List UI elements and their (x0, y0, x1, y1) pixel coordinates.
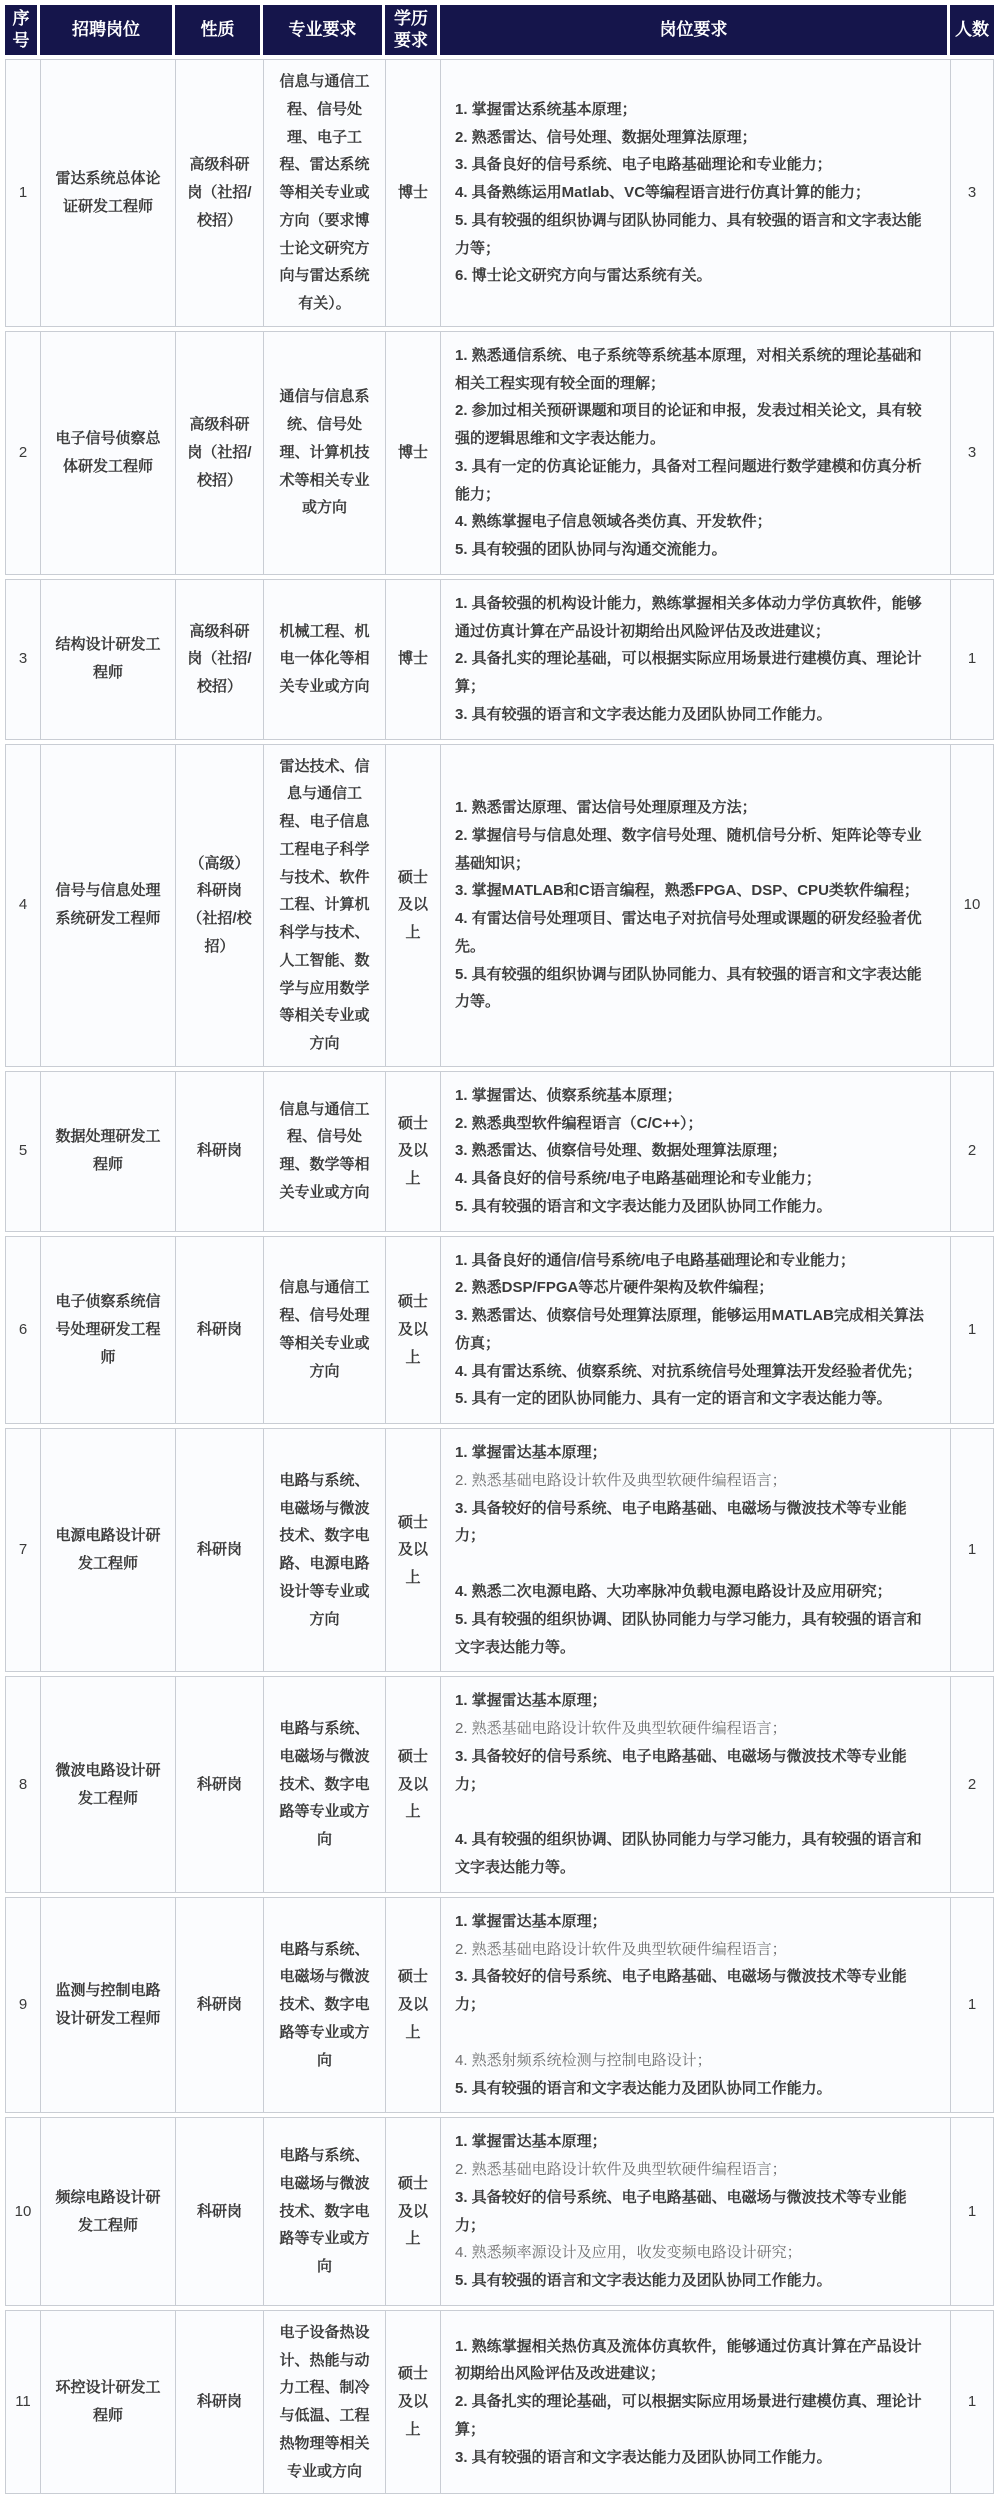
cell-no: 11 (6, 2311, 41, 2494)
cell-degree: 博士 (386, 580, 441, 739)
requirement-item: 2. 熟悉雷达、信号处理、数据处理算法原理； (455, 128, 757, 146)
cell-requirements (441, 1677, 951, 1892)
cell-major: 雷达技术、信息与通信工程、电子信息工程电子科学与技术、软件工程、计算机科学与技术、人工智能、数学与应用数学等相关专业或方向 (264, 745, 386, 1066)
cell-major: 电路与系统、电磁场与微波技术、数字电路、电源电路设计等专业或方向 (264, 1429, 386, 1671)
cell-requirements (441, 1237, 951, 1424)
requirement-item: 6. 博士论文研究方向与雷达系统有关。 (455, 267, 712, 285)
cell-no: 4 (6, 745, 41, 1066)
requirement-item: 4. 熟练掌握电子信息领域各类仿真、开发软件； (455, 513, 772, 531)
cell-position: 电子信号侦察总体研发工程师 (41, 332, 176, 574)
requirement-item: 1. 具备良好的通信/信号系统/电子电路基础理论和专业能力； (455, 1251, 856, 1269)
cell-requirements (441, 1072, 951, 1231)
cell-nature: 高级科研岗（社招/校招） (176, 580, 264, 739)
cell-major: 机械工程、机电一体化等相关专业或方向 (264, 580, 386, 739)
requirement-item: 1. 熟悉雷达原理、雷达信号处理原理及方法； (455, 799, 757, 817)
cell-position: 频综电路设计研发工程师 (41, 2118, 176, 2305)
requirement-item: 3. 具有较强的语言和文字表达能力及团队协同工作能力。 (455, 705, 832, 723)
cell-count: 1 (967, 1996, 977, 2014)
header-cell-major: 专业要求 (263, 5, 385, 55)
cell-degree: 硕士及以上 (386, 2311, 441, 2494)
cell-major: 通信与信息系统、信号处理、计算机技术等相关专业或方向 (264, 332, 386, 574)
cell-count: 2 (967, 1775, 977, 1793)
cell-position: 电源电路设计研发工程师 (41, 1429, 176, 1671)
requirement-item: 5. 具有较强的组织协调与团队协同能力、具有较强的语言和文字表达能力等。 (455, 965, 922, 1011)
table-body (5, 59, 994, 2494)
requirement-item: 3. 熟悉雷达、侦察信号处理、数据处理算法原理； (455, 1142, 787, 1160)
cell-count: 1 (967, 1541, 977, 1559)
requirement-item: 1. 熟悉通信系统、电子系统等系统基本原理，对相关系统的理论基础和相关工程实现有较全面的理解； (455, 346, 922, 392)
requirement-item: 2. 熟悉基础电路设计软件及典型软硬件编程语言； (455, 1940, 787, 1958)
cell-major: 信息与通信工程、信号处理、数学等相关专业或方向 (264, 1072, 386, 1231)
cell-no: 1 (6, 60, 41, 326)
table-header-row (5, 5, 994, 55)
cell-major: 电路与系统、电磁场与微波技术、数字电路等专业或方向 (264, 2118, 386, 2305)
cell-count: 2 (967, 1142, 977, 1160)
requirement-item: 3. 具有一定的仿真论证能力，具备对工程问题进行数学建模和仿真分析能力； (455, 457, 922, 503)
cell-nature: 科研岗 (176, 1072, 264, 1231)
requirement-item: 4. 熟悉频率源设计及应用，收发变频电路设计研究； (455, 2244, 802, 2262)
requirement-item: 2. 具备扎实的理论基础，可以根据实际应用场景进行建模仿真、理论计算； (455, 650, 922, 695)
cell-count: 3 (967, 184, 977, 201)
requirement-item: 1. 掌握雷达、侦察系统基本原理； (455, 1086, 682, 1104)
cell-position: 数据处理研发工程师 (41, 1072, 176, 1231)
cell-no: 6 (6, 1237, 41, 1424)
cell-degree: 硕士及以上 (386, 1677, 441, 1892)
cell-no: 7 (6, 1429, 41, 1671)
requirement-item: 2. 熟悉基础电路设计软件及典型软硬件编程语言； (455, 1471, 787, 1489)
requirement-item: 4. 熟悉二次电源电路、大功率脉冲负载电源电路设计及应用研究； (455, 1583, 892, 1600)
cell-position: 信号与信息处理系统研发工程师 (41, 745, 176, 1066)
requirement-item: 5. 具有较强的语言和文字表达能力及团队协同工作能力。 (455, 2079, 832, 2097)
cell-degree: 博士 (386, 60, 441, 326)
cell-degree: 硕士及以上 (386, 1429, 441, 1671)
requirement-item: 4. 具有较强的组织协调、团队协同能力与学习能力，具有较强的语言和文字表达能力等。 (455, 1831, 922, 1876)
cell-position: 监测与控制电路设计研发工程师 (41, 1898, 176, 2113)
cell-requirements (441, 1898, 951, 2113)
cell-nature: 科研岗 (176, 2311, 264, 2494)
cell-count: 1 (967, 2393, 977, 2411)
requirement-item: 5. 具有一定的团队协同能力、具有一定的语言和文字表达能力等。 (455, 1390, 892, 1408)
table-row (5, 1897, 994, 2114)
cell-requirements (441, 1429, 951, 1671)
cell-nature: 科研岗 (176, 1677, 264, 1892)
cell-nature: 科研岗 (176, 1429, 264, 1671)
requirement-item: 2. 掌握信号与信息处理、数字信号处理、随机信号分析、矩阵论等专业基础知识； (455, 826, 922, 872)
cell-count: 1 (967, 2202, 977, 2220)
cell-no: 10 (6, 2118, 41, 2305)
requirement-item: 1. 掌握雷达系统基本原理； (455, 100, 637, 118)
cell-position: 微波电路设计研发工程师 (41, 1677, 176, 1892)
requirement-item: 5. 具有较强的组织协调与团队协同能力、具有较强的语言和文字表达能力等； (455, 211, 922, 257)
cell-nature: 科研岗 (176, 2118, 264, 2305)
requirement-item: 5. 具有较强的语言和文字表达能力及团队协同工作能力。 (455, 2272, 832, 2289)
requirement-item: 3. 掌握MATLAB和C语言编程，熟悉FPGA、DSP、CPU类软件编程； (455, 882, 919, 900)
table-row (5, 59, 994, 327)
requirement-item: 5. 具有较强的组织协调、团队协同能力与学习能力，具有较强的语言和文字表达能力等。 (455, 1610, 922, 1656)
cell-degree: 硕士及以上 (386, 2118, 441, 2305)
requirement-item: 1. 熟练掌握相关热仿真及流体仿真软件，能够通过仿真计算在产品设计初期给出风险评估及改进建议； (455, 2337, 922, 2383)
cell-count: 1 (967, 650, 977, 668)
table-row (5, 1428, 994, 1672)
cell-requirements (441, 2118, 951, 2305)
cell-nature: （高级）科研岗（社招/校招） (176, 745, 264, 1066)
cell-requirements (441, 332, 951, 574)
cell-requirements (441, 745, 951, 1066)
header-cell-nature: 性质 (175, 5, 263, 55)
cell-requirements (441, 2311, 951, 2494)
cell-major: 电子设备热设计、热能与动力工程、制冷与低温、工程热物理等相关专业或方向 (264, 2311, 386, 2494)
requirement-item: 3. 具有较强的语言和文字表达能力及团队协同工作能力。 (455, 2448, 832, 2466)
header-cell-requirements: 岗位要求 (440, 5, 950, 55)
requirement-item: 3. 熟悉雷达、侦察信号处理算法原理，能够运用MATLAB完成相关算法仿真； (455, 1307, 924, 1352)
header-cell-no: 序号 (5, 5, 40, 55)
cell-count: 3 (967, 443, 977, 461)
cell-degree: 硕士及以上 (386, 745, 441, 1066)
table-row (5, 744, 994, 1067)
table-row (5, 331, 994, 575)
table-row (5, 1676, 994, 1893)
requirement-item: 5. 具有较强的语言和文字表达能力及团队协同工作能力。 (455, 1197, 832, 1215)
cell-degree: 博士 (386, 332, 441, 574)
cell-requirements (441, 60, 951, 326)
requirement-item: 1. 掌握雷达基本原理； (455, 1692, 607, 1710)
requirement-item: 3. 具备良好的信号系统、电子电路基础理论和专业能力； (455, 156, 832, 174)
table-row (5, 579, 994, 740)
cell-degree: 硕士及以上 (386, 1072, 441, 1231)
requirement-item: 3. 具备较好的信号系统、电子电路基础、电磁场与微波技术等专业能力； (455, 2188, 907, 2234)
table-row (5, 1236, 994, 1425)
requirement-item: 2. 参加过相关预研课题和项目的论证和申报，发表过相关论文，具有较强的逻辑思维和文字表达能力。 (455, 402, 922, 447)
cell-no: 9 (6, 1898, 41, 2113)
cell-count: 1 (967, 1320, 977, 1338)
table-row (5, 2117, 994, 2306)
requirement-item: 1. 具备较强的机构设计能力，熟练掌握相关多体动力学仿真软件，能够通过仿真计算在产品设计初期给出风险评估及改进建议； (455, 594, 922, 640)
cell-nature: 高级科研岗（社招/校招） (176, 332, 264, 574)
requirement-item: 4. 有雷达信号处理项目、雷达电子对抗信号处理或课题的研发经验者优先。 (455, 910, 922, 955)
cell-major: 电路与系统、电磁场与微波技术、数字电路等专业或方向 (264, 1677, 386, 1892)
requirement-item: 3. 具备较好的信号系统、电子电路基础、电磁场与微波技术等专业能力； (455, 1499, 907, 1545)
header-cell-count: 人数 (950, 5, 994, 55)
requirement-item: 1. 掌握雷达基本原理； (455, 1444, 607, 1461)
cell-nature: 科研岗 (176, 1237, 264, 1424)
requirement-item: 3. 具备较好的信号系统、电子电路基础、电磁场与微波技术等专业能力； (455, 1968, 907, 2013)
table-row (5, 1071, 994, 1232)
cell-position: 结构设计研发工程师 (41, 580, 176, 739)
cell-no: 5 (6, 1072, 41, 1231)
cell-no: 2 (6, 332, 41, 574)
cell-position: 电子侦察系统信号处理研发工程师 (41, 1237, 176, 1424)
header-cell-degree: 学历要求 (385, 5, 440, 55)
cell-position: 环控设计研发工程师 (41, 2311, 176, 2494)
cell-no: 8 (6, 1677, 41, 1892)
requirement-item: 4. 具备良好的信号系统/电子电路基础理论和专业能力； (455, 1170, 821, 1187)
requirement-item: 4. 具有雷达系统、侦察系统、对抗系统信号处理算法开发经验者优先； (455, 1362, 922, 1380)
requirement-item: 2. 具备扎实的理论基础，可以根据实际应用场景进行建模仿真、理论计算； (455, 2393, 922, 2438)
cell-degree: 硕士及以上 (386, 1898, 441, 2113)
requirement-item: 1. 掌握雷达基本原理； (455, 2133, 607, 2151)
cell-major: 信息与通信工程、信号处理、电子工程、雷达系统等相关专业或方向（要求博士论文研究方向与雷达系统有关）。 (264, 60, 386, 326)
cell-degree: 硕士及以上 (386, 1237, 441, 1424)
cell-count: 10 (963, 896, 981, 914)
header-cell-position: 招聘岗位 (40, 5, 175, 55)
requirement-item: 4. 熟悉射频系统检测与控制电路设计； (455, 2051, 712, 2069)
table-row (5, 2310, 994, 2495)
requirement-item: 4. 具备熟练运用Matlab、VC等编程语言进行仿真计算的能力； (455, 184, 871, 201)
cell-no: 3 (6, 580, 41, 739)
requirement-item: 5. 具有较强的团队协同与沟通交流能力。 (455, 541, 727, 558)
cell-nature: 科研岗 (176, 1898, 264, 2113)
requirement-item: 1. 掌握雷达基本原理； (455, 1912, 607, 1930)
requirement-item: 2. 熟悉典型软件编程语言（C/C++）； (455, 1114, 703, 1132)
requirement-item: 2. 熟悉基础电路设计软件及典型软硬件编程语言； (455, 2161, 787, 2178)
cell-nature: 高级科研岗（社招/校招） (176, 60, 264, 326)
requirement-item: 3. 具备较好的信号系统、电子电路基础、电磁场与微波技术等专业能力； (455, 1747, 907, 1793)
cell-position: 雷达系统总体论证研发工程师 (41, 60, 176, 326)
cell-requirements (441, 580, 951, 739)
requirement-item: 2. 熟悉DSP/FPGA等芯片硬件架构及软件编程； (455, 1279, 774, 1297)
requirement-item: 2. 熟悉基础电路设计软件及典型软硬件编程语言； (455, 1720, 787, 1737)
cell-major: 电路与系统、电磁场与微波技术、数字电路等专业或方向 (264, 1898, 386, 2113)
cell-major: 信息与通信工程、信号处理等相关专业或方向 (264, 1237, 386, 1424)
